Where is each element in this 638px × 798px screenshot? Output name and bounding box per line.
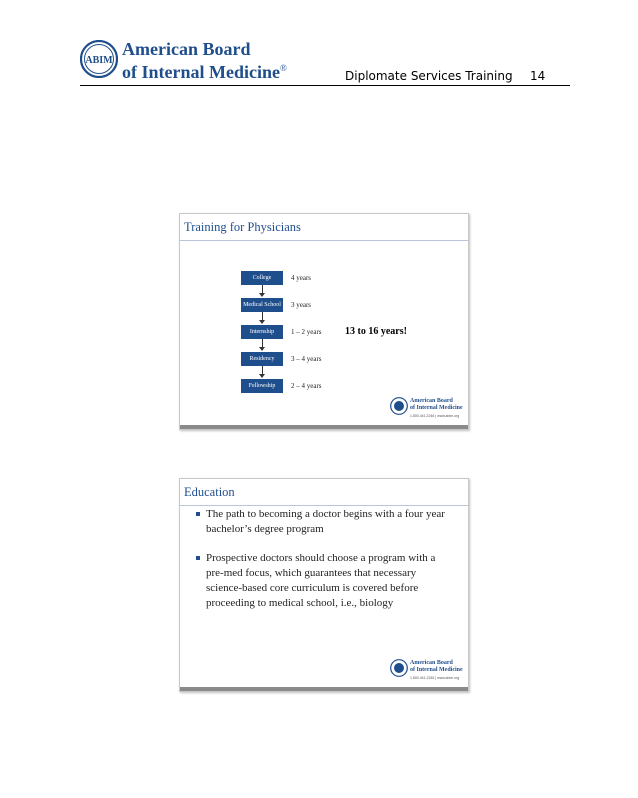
slide-logo-line-1: American Board	[410, 398, 453, 404]
bullet-text: Prospective doctors should choose a program with a pre-med focus, which guarantees that necessary science-based core curriculum is covered before proceeding to medical school, i.e., biology	[206, 552, 436, 609]
total-years-callout: 13 to 16 years!	[345, 326, 407, 337]
slide-training-for-physicians	[179, 213, 469, 430]
duration-medical-school: 3 years	[291, 301, 312, 309]
flow-step-fellowship: Fellowship	[241, 379, 283, 393]
slide-footer-bar	[180, 425, 468, 429]
slide-education	[179, 478, 469, 692]
duration-residency: 3 – 4 years	[291, 355, 322, 363]
flow-step-college: College	[241, 271, 283, 285]
slide-logo-wordmark	[410, 660, 463, 674]
bullet-item	[196, 551, 452, 611]
bullet-text: The path to becoming a doctor begins with a four year bachelor’s degree program	[206, 508, 445, 535]
logo-line-1: American Board	[122, 39, 251, 59]
logo-line-2: of Internal Medicine	[122, 62, 280, 82]
abim-logo-wordmark	[122, 40, 287, 82]
header-divider	[80, 85, 570, 86]
arrow-down-icon	[259, 320, 265, 324]
slide-title-rule	[180, 505, 468, 506]
slide-logo-wordmark	[410, 398, 463, 412]
slide-footer-bar	[180, 687, 468, 691]
page-number: 14	[530, 69, 546, 83]
slide-logo-line-2: of Internal Medicine	[410, 405, 463, 411]
duration-fellowship: 2 – 4 years	[291, 382, 322, 390]
logo-monogram: ABIM	[85, 55, 113, 66]
bullet-icon	[196, 512, 200, 516]
slide-logo	[390, 659, 463, 685]
registered-mark: ®	[279, 63, 287, 73]
slide-title: Education	[184, 485, 235, 499]
duration-college: 4 years	[291, 274, 312, 282]
slide-logo-line-1: American Board	[410, 660, 453, 666]
arrow-down-icon	[259, 293, 265, 297]
slide-title: Training for Physicians	[184, 220, 301, 234]
abim-logo-mark	[390, 397, 408, 415]
abim-logo-mark	[390, 659, 408, 677]
abim-logo-mark	[80, 40, 118, 78]
bullet-item	[196, 507, 452, 537]
flow-step-residency: Residency	[241, 352, 283, 366]
flow-step-internship: Internship	[241, 325, 283, 339]
arrow-down-icon	[259, 347, 265, 351]
bullet-icon	[196, 556, 200, 560]
document-title: Diplomate Services Training	[345, 69, 513, 83]
duration-internship: 1 – 2 years	[291, 328, 322, 336]
slide-logo-line-2: of Internal Medicine	[410, 667, 463, 673]
flow-step-medical-school: Medical School	[241, 298, 283, 312]
arrow-down-icon	[259, 374, 265, 378]
slide-logo-contact: 1.800.441.2246 | www.abim.org	[410, 414, 460, 418]
slide-logo-contact: 1.800.441.2246 | www.abim.org	[410, 676, 460, 680]
slide-logo	[390, 397, 463, 423]
slide-title-rule	[180, 240, 468, 241]
